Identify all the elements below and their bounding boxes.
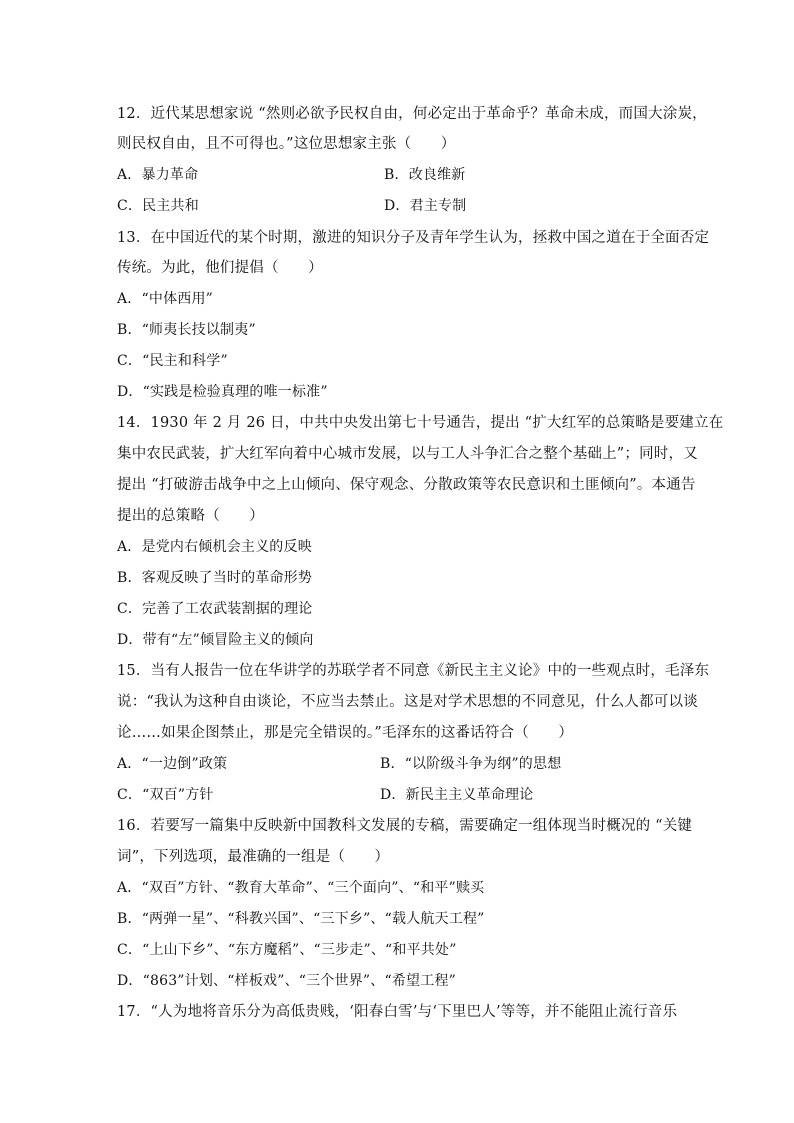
q15-option-d[interactable]: D．新民主主义革命理论 [380,787,534,803]
q13-stem-line-2: 传统。为此，他们提倡（ ） [117,260,323,276]
q14-stem-line-1: 14．1930 年 2 月 26 日，中共中央发出第七十号通告，提出 “扩大红军的总策略是要建立在 [117,415,724,431]
q15-option-b[interactable]: B．“以阶级斗争为纲”的思想 [380,756,562,772]
q12-stem-line-1: 12．近代某思想家说 “然则必欲予民权自由，何必定出于革命乎？革命未成，而国大涂炭， [117,106,707,122]
q13-option-d[interactable]: D．“实践是检验真理的唯一标准” [117,384,328,400]
q14-stem-line-2: 集中农民武装，扩大红军向着中心城市发展，以与工人斗争汇合之整个基础上”；同时，又 [117,446,698,462]
q15-option-c[interactable]: C．“双百”方针 [117,787,214,803]
q16-option-c[interactable]: C．“上山下乡”、“东方魔稻”、“三步走”、“和平共处” [117,942,457,958]
q16-option-a[interactable]: A．“双百”方针、“教育大革命”、“三个面向”、“和平”赎买 [117,880,485,896]
q16-option-b[interactable]: B．“两弹一星”、“科教兴国”、“三下乡”、“载人航天工程” [117,911,485,927]
q15-option-a[interactable]: A．“一边倒”政策 [117,756,228,772]
q12-option-a[interactable]: A．暴力革命 [117,167,199,183]
q13-option-a[interactable]: A．“中体西用” [117,291,214,307]
q13-stem-line-1: 13．在中国近代的某个时期，激进的知识分子及青年学生认为，拯救中国之道在于全面否定 [117,230,710,246]
q14-stem-line-4: 提出的总策略（ ） [117,508,264,524]
q15-stem-line-3: 论……如果企图禁止，那是完全错误的。”毛泽东的这番话符合（ ） [117,725,574,741]
q14-option-d[interactable]: D．带有“左”倾冒险主义的倾向 [117,632,314,648]
q15-stem-line-2: 说：“我认为这种自由谈论，不应当去禁止。这是对学术思想的不同意见，什么人都可以谈 [117,694,698,710]
q14-option-a[interactable]: A．是党内右倾机会主义的反映 [117,539,312,555]
q12-option-c[interactable]: C．民主共和 [117,198,199,214]
q12-option-d[interactable]: D．君主专制 [384,198,467,214]
q13-option-c[interactable]: C．“民主和科学” [117,353,228,369]
q12-option-b[interactable]: B．改良维新 [384,167,466,183]
q15-stem-line-1: 15．当有人报告一位在华讲学的苏联学者不同意《新民主主义论》中的一些观点时，毛泽东 [117,663,710,679]
q12-stem-line-2: 则民权自由，且不可得也。”这位思想家主张（ ） [117,136,456,152]
q14-stem-line-3: 提出 “打破游击战争中之上山倾向、保守观念、分散政策等农民意识和土匪倾向”。本通告 [117,477,696,493]
q17-stem-line-1: 17．“人为地将音乐分为高低贵贱，‘阳春白雪’与‘下里巴人’等等，并不能阻止流行音乐 [117,1004,678,1020]
q14-option-c[interactable]: C．完善了工农武装割据的理论 [117,601,313,617]
q16-option-d[interactable]: D．“863”计划、“样板戏”、“三个世界”、“希望工程” [117,973,457,989]
q16-stem-line-2: 词”，下列选项，最准确的一组是（ ） [117,849,390,865]
q16-stem-line-1: 16．若要写一篇集中反映新中国教科文发展的专稿，需要确定一组体现当时概况的 “关键 [117,818,693,834]
q14-option-b[interactable]: B．客观反映了当时的革命形势 [117,570,313,586]
q13-option-b[interactable]: B．“师夷长技以制夷” [117,322,256,338]
